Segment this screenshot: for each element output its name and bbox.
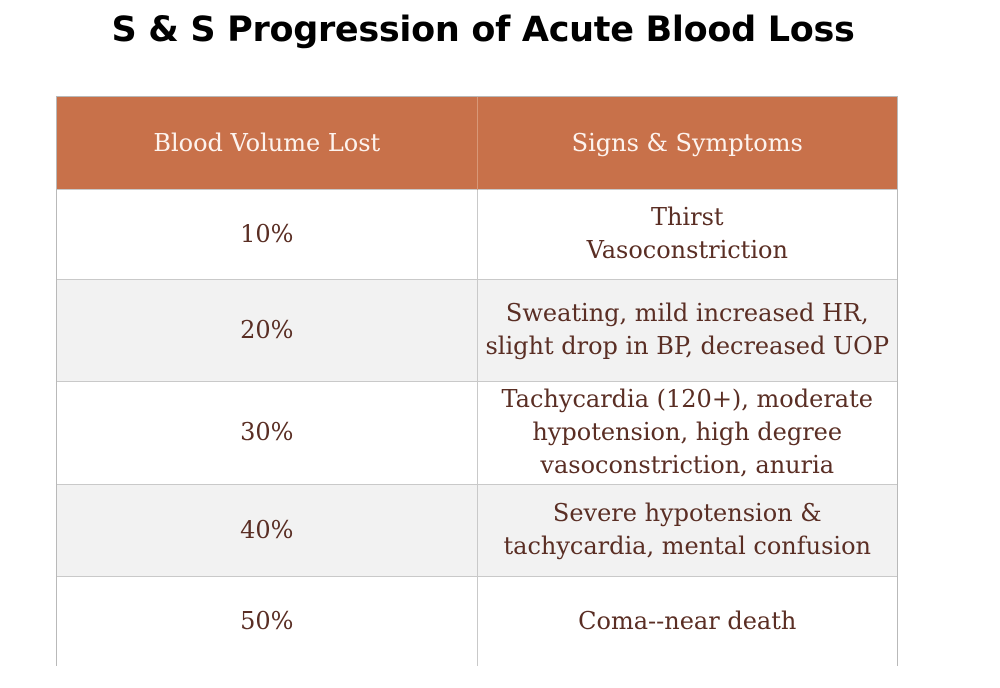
column-header-volume: Blood Volume Lost	[57, 97, 477, 189]
symptoms-line: tachycardia, mental confusion	[503, 532, 871, 560]
volume-cell: 50%	[57, 576, 477, 666]
table	[57, 97, 897, 666]
symptoms-cell	[477, 576, 897, 666]
symptoms-line: Tachycardia (120+), moderate	[501, 385, 873, 413]
symptoms-line: hypotension, high degree	[532, 418, 843, 446]
symptoms-line: slight drop in BP, decreased UOP	[485, 332, 890, 360]
volume-cell: 10%	[57, 189, 477, 279]
symptoms-cell	[477, 279, 897, 381]
table-header-row	[57, 97, 897, 189]
table-row	[57, 576, 897, 666]
table-row	[57, 189, 897, 279]
table-row	[57, 381, 897, 484]
symptoms-line: vasoconstriction, anuria	[540, 451, 835, 479]
table-row	[57, 484, 897, 576]
symptoms-line: Thirst	[650, 203, 724, 231]
column-header-symptoms: Signs & Symptoms	[571, 128, 803, 157]
blood-loss-table	[56, 96, 898, 666]
volume-cell: 40%	[57, 484, 477, 576]
symptoms-line: Severe hypotension &	[552, 499, 822, 527]
symptoms-cell	[477, 484, 897, 576]
volume-cell: 30%	[57, 381, 477, 484]
table-row	[57, 279, 897, 381]
symptoms-cell	[477, 381, 897, 484]
symptoms-line: Vasoconstriction	[586, 236, 788, 264]
symptoms-line: Sweating, mild increased HR,	[505, 299, 869, 327]
symptoms-cell	[477, 189, 897, 279]
volume-cell: 20%	[57, 279, 477, 381]
page-title: S & S Progression of Acute Blood Loss	[111, 10, 855, 50]
symptoms-line: Coma--near death	[578, 606, 797, 635]
